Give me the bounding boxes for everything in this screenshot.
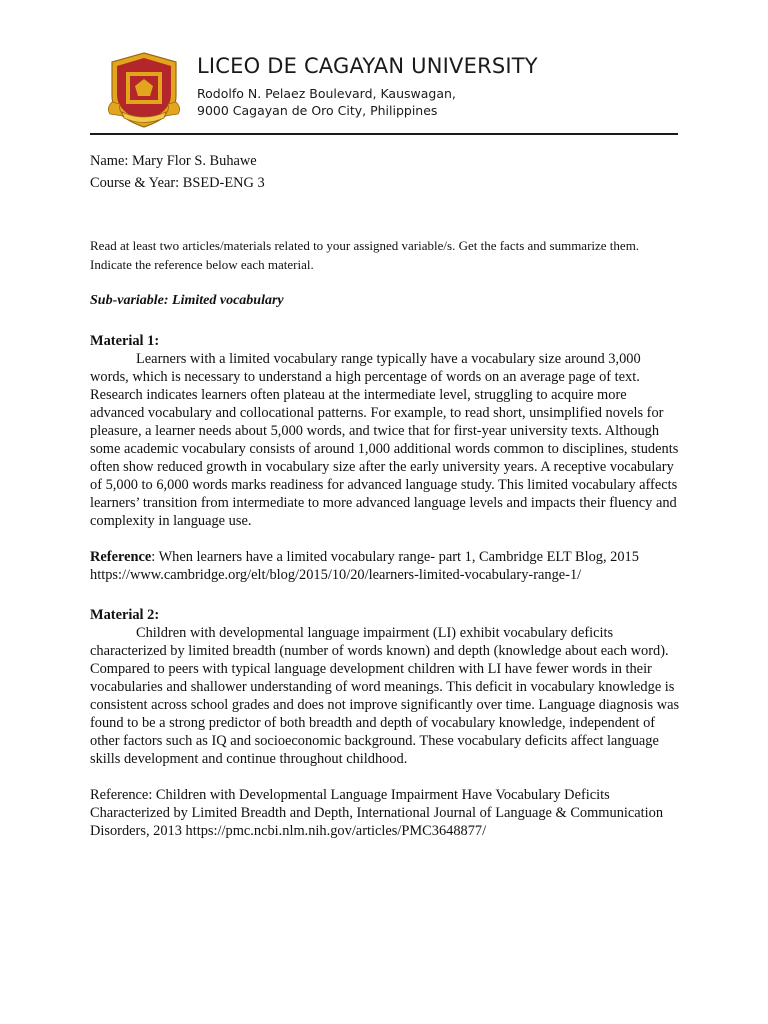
header-divider: [90, 133, 678, 135]
address-line-2: 9000 Cagayan de Oro City, Philippines: [197, 103, 438, 118]
material-1-body: Learners with a limited vocabulary range typically have a vocabulary size around 3,000 words, which is necessary to understand a high percentage of words on an average page of text. Research indicates learners often plateau at the intermediate level, struggling to acquire more advanced vocabulary and collocational patterns. For example, to read short, unsimplified novels for pleasure, a learner needs about 5,000 words, and twice that for first-year university texts. Although some academic vocabulary consists of around 1,000 additional words common to disciplines, students often show reduced growth in vocabulary size after the early university years. A receptive vocabulary of 5,000 to 6,000 words marks readiness for advanced language study. This limited vocabulary affects learners’ transition from intermediate to more advanced language levels and impacts their fluency and complexity in language use.: [90, 351, 679, 529]
document-body: [90, 150, 680, 840]
material-1-heading: Material 1:: [90, 333, 160, 349]
name-label: Name:: [90, 153, 129, 169]
material-2-body: Children with developmental language impairment (LI) exhibit vocabulary deficits characterized by limited breadth (number of words known) and depth (knowledge about each word). Compared to peers with typical language development children with LI have fewer words in their vocabularies and shallower understanding of word meanings. This deficit in vocabulary knowledge is consistent across school grades and does not improve significantly over time. Language diagnosis was found to be a strong predictor of both breadth and depth of vocabulary knowledge, independent of other factors such as IQ and socioeconomic background. These vocabulary deficits affect language skills development and continue throughout childhood.: [90, 625, 680, 767]
university-address: [197, 85, 456, 119]
student-course: [90, 172, 680, 194]
course-label: Course & Year:: [90, 175, 180, 191]
name-value: Mary Flor S. Buhawe: [131, 153, 257, 169]
letterhead: [104, 50, 684, 130]
instructions: Read at least two articles/materials related to your assigned variable/s. Get the facts and summarize them. Indicate the reference below each material.: [90, 238, 640, 272]
reference-text: : When learners have a limited vocabulary range- part 1, Cambridge ELT Blog, 2015 https://www.cambridge.org/elt/blog/2015/10/20/learners-limited-vocabulary-range-1/: [90, 549, 639, 583]
course-value: BSED-ENG 3: [182, 175, 265, 191]
student-name: [90, 150, 680, 172]
sub-variable-heading: Sub-variable: Limited vocabulary: [90, 293, 284, 308]
material-1-reference: [90, 548, 680, 584]
reference-label: Reference: [90, 549, 152, 565]
material-2-reference: Reference: Children with Developmental Language Impairment Have Vocabulary Deficits Characterized by Limited Breadth and Depth, International Journal of Language & Communication Disorders, 2013 https://pmc.ncbi.nlm.nih.gov/articles/PMC3648877/: [90, 787, 664, 839]
address-line-1: Rodolfo N. Pelaez Boulevard, Kauswagan,: [197, 86, 456, 101]
university-seal-icon: [104, 50, 184, 130]
university-name: LICEO DE CAGAYAN UNIVERSITY: [197, 54, 538, 78]
material-2-heading: Material 2:: [90, 607, 160, 623]
